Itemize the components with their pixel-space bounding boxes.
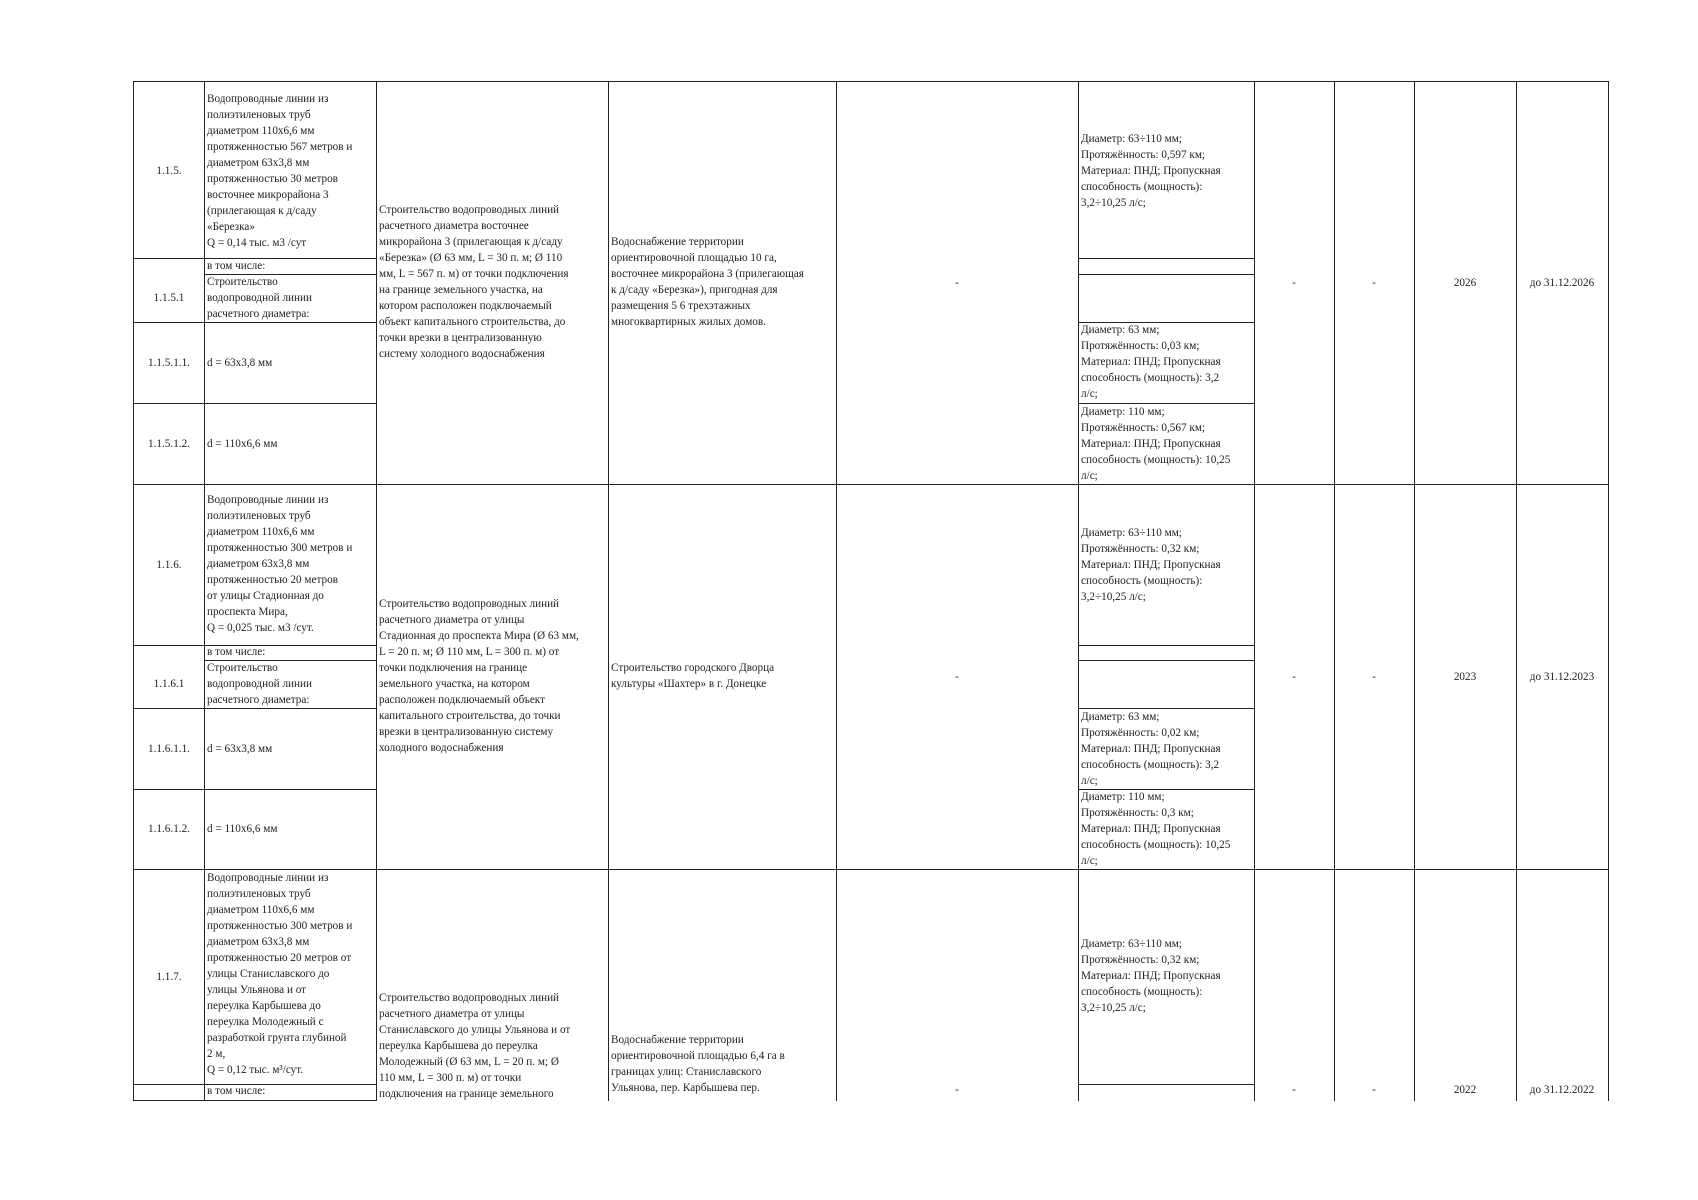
including-label: в том числе: (207, 646, 266, 658)
table-border (1078, 274, 1255, 275)
row-col8: - (1372, 670, 1376, 683)
table-border (1078, 81, 1079, 1101)
spec-main: Диаметр: 63÷110 мм; Протяжённость: 0,32 км; Материал: ПНД; Пропускная способность (мощность): 3,2÷10,25 л/с; (1081, 527, 1221, 603)
spec-item: Диаметр: 63 мм; Протяжённость: 0,02 км; Материал: ПНД; Пропускная способность (мощность): 3,2 л/с; (1081, 711, 1221, 787)
table-border (1078, 258, 1255, 259)
including-label: в том числе: (207, 1085, 266, 1097)
row-name: Водопроводные линии из полиэтиленовых труб диаметром 110х6,6 мм протяженностью 567 метров и диаметром 63х3,8 мм протяженностью 30 метров восточнее микрорайона 3 (прилегающая к д/саду «Березка» Q = 0,14 тыс. м3 /сут (207, 93, 353, 249)
spec-main: Диаметр: 63÷110 мм; Протяжённость: 0,597 км; Материал: ПНД; Пропускная способность (мощность): 3,2÷10,25 л/с; (1081, 133, 1221, 209)
item-id: 1.1.6.1.1. (148, 742, 190, 755)
table-border (1078, 322, 1255, 323)
table-border (376, 81, 377, 1101)
table-border (133, 81, 134, 1101)
table-border (133, 789, 377, 790)
row-deadline: до 31.12.2026 (1529, 277, 1595, 289)
row-year: 2023 (1453, 670, 1477, 683)
spec-item: Диаметр: 110 мм; Протяжённость: 0,3 км; Материал: ПНД; Пропускная способность (мощность): 10,25 л/с; (1081, 791, 1231, 867)
table-border (1078, 645, 1255, 646)
item-name: d = 110х6,6 мм (207, 823, 278, 835)
item-name: d = 63х3,8 мм (207, 356, 273, 369)
table-border (133, 1084, 377, 1085)
item-id: 1.1.6.1.2. (148, 823, 190, 835)
row-deadline: до 31.12.2023 (1529, 670, 1595, 683)
row-col5: - (955, 277, 959, 289)
row-name: Водопроводные линии из полиэтиленовых труб диаметром 110х6,6 мм протяженностью 300 метров и диаметром 63х3,8 мм протяженностью 20 метров от улицы Станиславского до улицы Ульянова и от переулка Карбышева до переулка Молодежный с разработкой грунта глубиной 2 м, Q = 0,12 тыс. м³/сут. (207, 872, 353, 1076)
table-border (1414, 81, 1415, 1101)
row-purpose: Водоснабжение территории ориентировочной площадью 6,4 га в границах улиц: Станиславского Ульянова, пер. Карбышева пер. (611, 1034, 785, 1094)
row-col7: - (1292, 277, 1296, 289)
table-border (133, 869, 1609, 870)
table-border (133, 484, 1609, 485)
subitem-id: 1.1.5.1 (153, 292, 185, 304)
row-description: Строительство водопроводных линий расчетного диаметра восточнее микрорайона 3 (прилегающая к д/саду «Березка» (Ø 63 мм, L = 30 п. м; Ø 110 мм, L = 567 п. м) от точки подключения на границе земельного участка, на котором расположен подключаемый объект капитального строительства, до точки врезки в централизованную систему холодного водоснабжения (379, 204, 569, 360)
table-border (1078, 1084, 1255, 1085)
table-border (1608, 81, 1609, 1101)
table-border (133, 403, 377, 404)
item-id: 1.1.5.1.1. (148, 356, 190, 369)
row-col8: - (1372, 277, 1376, 289)
table-border (133, 708, 377, 709)
table-border (204, 81, 205, 1101)
table-border (1078, 403, 1255, 404)
subitem-name: Строительство водопроводной линии расчетного диаметра: (207, 276, 313, 320)
table-border (1078, 708, 1255, 709)
item-name: d = 63х3,8 мм (207, 742, 273, 755)
row-col7: - (1292, 670, 1296, 683)
row-col7: - (1292, 1084, 1296, 1096)
subitem-id: 1.1.6.1 (153, 678, 185, 690)
table-border (1334, 81, 1335, 1101)
row-id: 1.1.5. (156, 164, 182, 177)
row-purpose: Водоснабжение территории ориентировочной площадью 10 га, восточнее микрорайона 3 (прилегающая к д/саду «Березка»), пригодная для размещения 5 6 трехэтажных многоквартирных жилых домов. (611, 236, 804, 328)
table-border (133, 645, 377, 646)
subitem-name: Строительство водопроводной линии расчетного диаметра: (207, 662, 313, 706)
table-border (133, 1100, 377, 1101)
table-border (1516, 81, 1517, 1101)
row-col5: - (955, 670, 959, 683)
row-deadline: до 31.12.2022 (1529, 1084, 1595, 1096)
row-purpose: Строительство городского Дворца культуры «Шахтер» в г. Донецке (611, 662, 775, 690)
row-description: Строительство водопроводных линий расчетного диаметра от улицы Стадионная до проспекта Мира (Ø 63 мм, L = 20 п. м; Ø 110 мм, L = 300 п. м) от точки подключения на границе земельного участка, на котором расположен подключаемый объект капитального строительства, до точки врезки в централизованную систему холодного водоснабжения (379, 598, 579, 754)
table-border (1078, 660, 1255, 661)
table-border (1254, 81, 1255, 1101)
row-id: 1.1.6. (156, 558, 182, 571)
spec-main: Диаметр: 63÷110 мм; Протяжённость: 0,32 км; Материал: ПНД; Пропускная способность (мощность): 3,2÷10,25 л/с; (1081, 938, 1221, 1014)
row-id: 1.1.7. (156, 970, 182, 983)
table-border (608, 81, 609, 1101)
item-name: d = 110х6,6 мм (207, 437, 278, 450)
row-year: 2022 (1453, 1084, 1477, 1096)
row-col8: - (1372, 1084, 1376, 1096)
table-border (836, 81, 837, 1101)
row-col5: - (955, 1084, 959, 1096)
table-border (1078, 789, 1255, 790)
table-border (204, 274, 377, 275)
item-id: 1.1.5.1.2. (148, 437, 190, 450)
table-border (133, 258, 377, 259)
row-description: Строительство водопроводных линий расчетного диаметра от улицы Станиславского до улицы Ульянова и от переулка Карбышева до переулка Молодежный (Ø 63 мм, L = 20 п. м; Ø 110 мм, L = 300 п. м) от точки подключения на границе земельного (379, 992, 571, 1100)
table-border (133, 81, 1609, 82)
table-border (133, 322, 377, 323)
spec-item: Диаметр: 63 мм; Протяжённость: 0,03 км; Материал: ПНД; Пропускная способность (мощность): 3,2 л/с; (1081, 324, 1221, 400)
spec-item: Диаметр: 110 мм; Протяжённость: 0,567 км; Материал: ПНД; Пропускная способность (мощность): 10,25 л/с; (1081, 406, 1231, 482)
row-year: 2026 (1453, 277, 1477, 289)
row-name: Водопроводные линии из полиэтиленовых труб диаметром 110х6,6 мм протяженностью 300 метров и диаметром 63х3,8 мм протяженностью 20 метров от улицы Стадионная до проспекта Мира, Q = 0,025 тыс. м3 /сут. (207, 494, 353, 634)
including-label: в том числе: (207, 260, 266, 272)
table-border (204, 660, 377, 661)
